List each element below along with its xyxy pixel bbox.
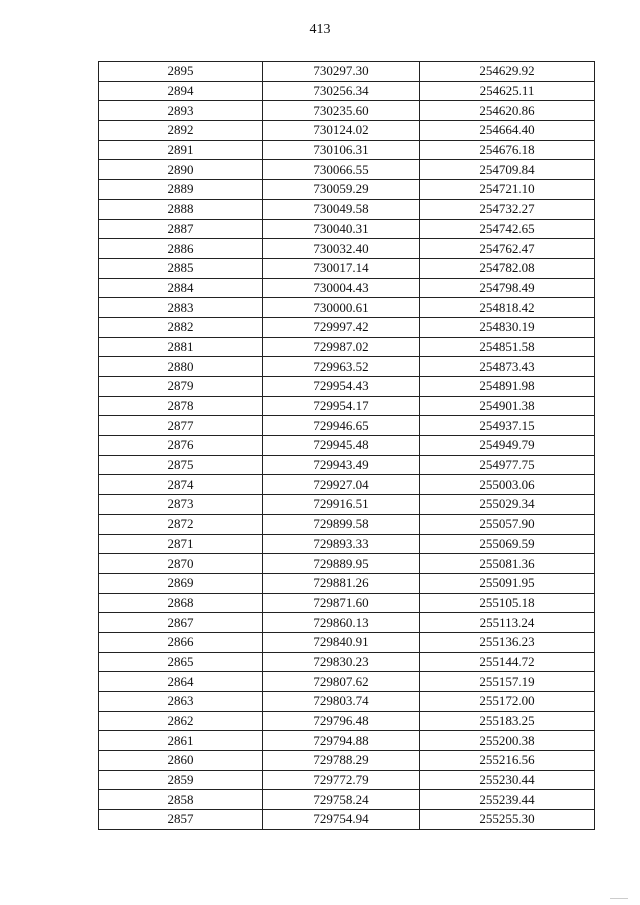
table-row [99,298,595,318]
y-coordinate-cell: 254891.98 [420,377,595,397]
page-number: 413 [309,22,331,37]
x-coordinate-cell: 730297.30 [263,62,420,82]
x-coordinate-cell: 729987.02 [263,337,420,357]
x-coordinate-cell: 729754.94 [263,810,420,830]
x-coordinate-cell: 729796.48 [263,711,420,731]
table-row [99,121,595,141]
x-coordinate-cell: 730017.14 [263,258,420,278]
y-coordinate-cell: 254676.18 [420,140,595,160]
point-number-cell: 2857 [99,810,263,830]
x-coordinate-cell: 729943.49 [263,455,420,475]
table-row [99,101,595,121]
x-coordinate-cell: 729963.52 [263,357,420,377]
y-coordinate-cell: 255029.34 [420,495,595,515]
x-coordinate-cell: 730040.31 [263,219,420,239]
point-number-cell: 2874 [99,475,263,495]
table-row [99,810,595,830]
point-number-cell: 2889 [99,180,263,200]
table-row [99,593,595,613]
point-number-cell: 2875 [99,455,263,475]
point-number-cell: 2861 [99,731,263,751]
point-number-cell: 2880 [99,357,263,377]
table-row [99,751,595,771]
table-row [99,672,595,692]
table-row [99,711,595,731]
table-row [99,455,595,475]
point-number-cell: 2866 [99,632,263,652]
point-number-cell: 2883 [99,298,263,318]
y-coordinate-cell: 255157.19 [420,672,595,692]
table-row [99,219,595,239]
x-coordinate-cell: 729830.23 [263,652,420,672]
table-row [99,416,595,436]
table-row [99,81,595,101]
point-number-cell: 2887 [99,219,263,239]
table-row [99,652,595,672]
point-number-cell: 2871 [99,534,263,554]
y-coordinate-cell: 254709.84 [420,160,595,180]
point-number-cell: 2879 [99,377,263,397]
y-coordinate-cell: 254901.38 [420,396,595,416]
x-coordinate-cell: 729860.13 [263,613,420,633]
y-coordinate-cell: 255200.38 [420,731,595,751]
x-coordinate-cell: 729954.43 [263,377,420,397]
point-number-cell: 2864 [99,672,263,692]
point-number-cell: 2877 [99,416,263,436]
x-coordinate-cell: 729772.79 [263,770,420,790]
point-number-cell: 2895 [99,62,263,82]
y-coordinate-cell: 255230.44 [420,770,595,790]
y-coordinate-cell: 255069.59 [420,534,595,554]
x-coordinate-cell: 729803.74 [263,692,420,712]
x-coordinate-cell: 729881.26 [263,573,420,593]
point-number-cell: 2860 [99,751,263,771]
table-row [99,377,595,397]
y-coordinate-cell: 254937.15 [420,416,595,436]
point-number-cell: 2886 [99,239,263,259]
table-row [99,770,595,790]
x-coordinate-cell: 729997.42 [263,317,420,337]
table-row [99,632,595,652]
x-coordinate-cell: 730032.40 [263,239,420,259]
table-row [99,554,595,574]
x-coordinate-cell: 730049.58 [263,199,420,219]
table-row [99,239,595,259]
x-coordinate-cell: 729946.65 [263,416,420,436]
table-row [99,317,595,337]
point-number-cell: 2865 [99,652,263,672]
y-coordinate-cell: 254977.75 [420,455,595,475]
y-coordinate-cell: 254830.19 [420,317,595,337]
y-coordinate-cell: 254625.11 [420,81,595,101]
y-coordinate-cell: 254629.92 [420,62,595,82]
x-coordinate-cell: 729927.04 [263,475,420,495]
x-coordinate-cell: 729889.95 [263,554,420,574]
y-coordinate-cell: 255144.72 [420,652,595,672]
point-number-cell: 2873 [99,495,263,515]
table-row [99,337,595,357]
x-coordinate-cell: 729893.33 [263,534,420,554]
y-coordinate-cell: 255081.36 [420,554,595,574]
y-coordinate-cell: 254782.08 [420,258,595,278]
point-number-cell: 2894 [99,81,263,101]
x-coordinate-cell: 729794.88 [263,731,420,751]
point-number-cell: 2859 [99,770,263,790]
point-number-cell: 2893 [99,101,263,121]
point-number-cell: 2863 [99,692,263,712]
table-row [99,140,595,160]
point-number-cell: 2867 [99,613,263,633]
y-coordinate-cell: 254762.47 [420,239,595,259]
point-number-cell: 2882 [99,317,263,337]
x-coordinate-cell: 730235.60 [263,101,420,121]
y-coordinate-cell: 254798.49 [420,278,595,298]
x-coordinate-cell: 730000.61 [263,298,420,318]
x-coordinate-cell: 730059.29 [263,180,420,200]
table-row [99,62,595,82]
table-row [99,436,595,456]
x-coordinate-cell: 730124.02 [263,121,420,141]
y-coordinate-cell: 255105.18 [420,593,595,613]
x-coordinate-cell: 730066.55 [263,160,420,180]
y-coordinate-cell: 254873.43 [420,357,595,377]
point-number-cell: 2876 [99,436,263,456]
x-coordinate-cell: 730106.31 [263,140,420,160]
y-coordinate-cell: 255183.25 [420,711,595,731]
x-coordinate-cell: 730004.43 [263,278,420,298]
x-coordinate-cell: 729916.51 [263,495,420,515]
table-row [99,534,595,554]
y-coordinate-cell: 255113.24 [420,613,595,633]
x-coordinate-cell: 730256.34 [263,81,420,101]
y-coordinate-cell: 255003.06 [420,475,595,495]
point-number-cell: 2868 [99,593,263,613]
x-coordinate-cell: 729758.24 [263,790,420,810]
table-row [99,495,595,515]
point-number-cell: 2858 [99,790,263,810]
coordinates-table [98,61,595,830]
table-row [99,180,595,200]
y-coordinate-cell: 254732.27 [420,199,595,219]
y-coordinate-cell: 254949.79 [420,436,595,456]
point-number-cell: 2872 [99,514,263,534]
footer-mark [610,898,628,899]
coordinates-table-body [99,62,595,830]
x-coordinate-cell: 729899.58 [263,514,420,534]
point-number-cell: 2885 [99,258,263,278]
x-coordinate-cell: 729840.91 [263,632,420,652]
x-coordinate-cell: 729807.62 [263,672,420,692]
table-row [99,160,595,180]
y-coordinate-cell: 255172.00 [420,692,595,712]
y-coordinate-cell: 255216.56 [420,751,595,771]
point-number-cell: 2884 [99,278,263,298]
y-coordinate-cell: 255255.30 [420,810,595,830]
x-coordinate-cell: 729954.17 [263,396,420,416]
y-coordinate-cell: 255239.44 [420,790,595,810]
point-number-cell: 2870 [99,554,263,574]
table-row [99,514,595,534]
table-row [99,475,595,495]
point-number-cell: 2862 [99,711,263,731]
table-row [99,573,595,593]
table-row [99,692,595,712]
point-number-cell: 2892 [99,121,263,141]
y-coordinate-cell: 254664.40 [420,121,595,141]
table-row [99,396,595,416]
point-number-cell: 2881 [99,337,263,357]
y-coordinate-cell: 255057.90 [420,514,595,534]
table-row [99,790,595,810]
y-coordinate-cell: 254818.42 [420,298,595,318]
y-coordinate-cell: 255136.23 [420,632,595,652]
point-number-cell: 2890 [99,160,263,180]
x-coordinate-cell: 729788.29 [263,751,420,771]
y-coordinate-cell: 254620.86 [420,101,595,121]
x-coordinate-cell: 729871.60 [263,593,420,613]
y-coordinate-cell: 254851.58 [420,337,595,357]
point-number-cell: 2888 [99,199,263,219]
x-coordinate-cell: 729945.48 [263,436,420,456]
table-row [99,357,595,377]
table-row [99,199,595,219]
table-row [99,731,595,751]
table-row [99,258,595,278]
y-coordinate-cell: 255091.95 [420,573,595,593]
y-coordinate-cell: 254742.65 [420,219,595,239]
y-coordinate-cell: 254721.10 [420,180,595,200]
point-number-cell: 2869 [99,573,263,593]
table-row [99,613,595,633]
point-number-cell: 2891 [99,140,263,160]
point-number-cell: 2878 [99,396,263,416]
table-row [99,278,595,298]
